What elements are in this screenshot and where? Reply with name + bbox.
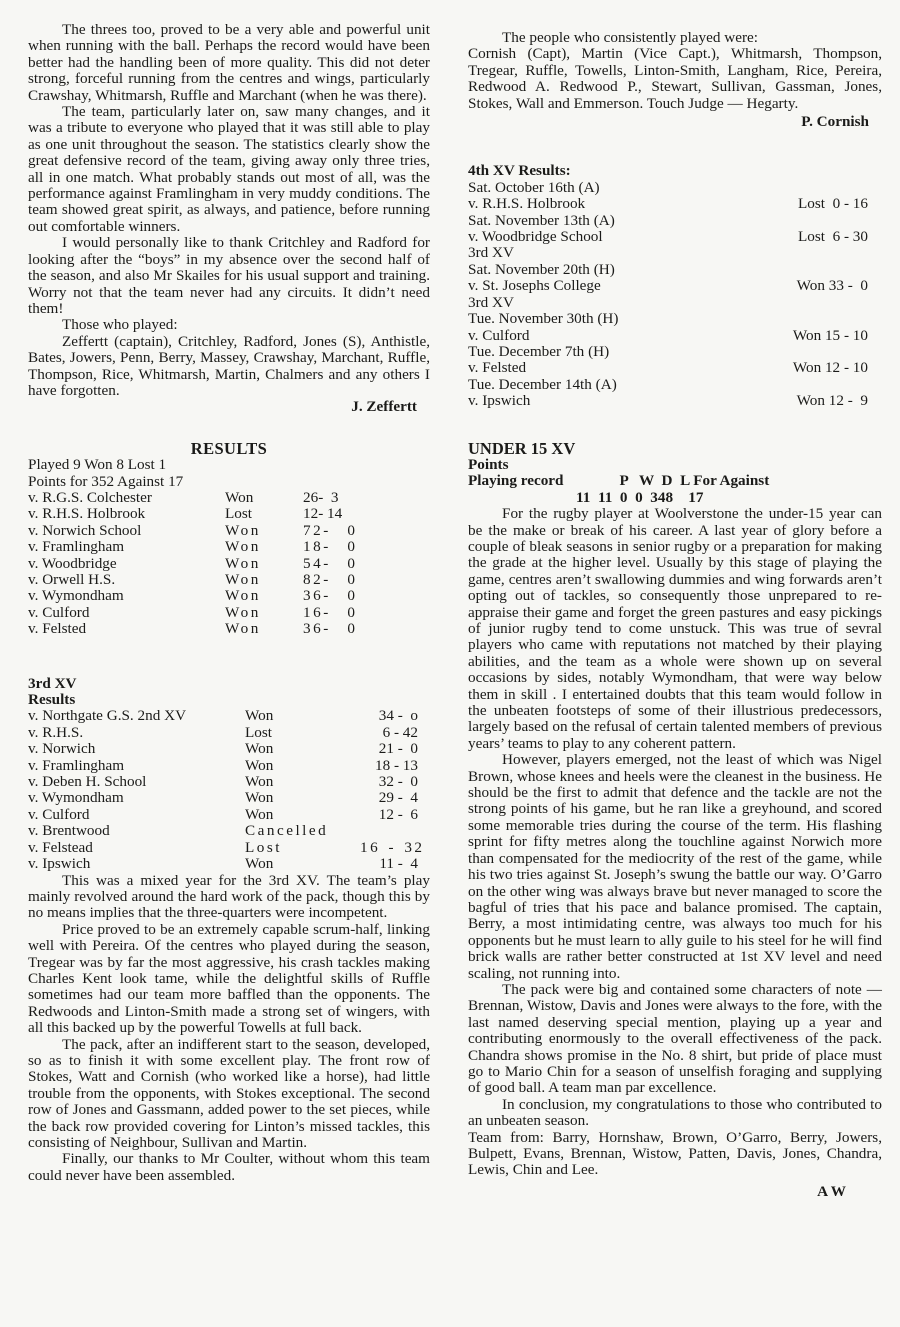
opponent: v. Deben H. School [28,773,147,791]
match-entry [468,262,882,311]
signature-aw: A W [817,1182,846,1200]
paragraph-people-intro: The people who consistently played were: [502,29,758,46]
score: 34 - o [378,707,418,725]
score: 36- 0 [303,587,358,605]
match-result: Lost 0 - 16 [797,195,868,213]
right-column [468,30,882,1200]
opponent: v. R.G.S. Colchester [28,488,152,506]
outcome: Won [225,571,261,588]
score: 29 - 4 [378,789,418,807]
paragraph-under15-pack: The pack were big and contained some characters of note — Brennan, Wistow, Davis and Jones were always to the fore, with the last named deserving special mention, playing up a year and contributing enormously to the overall effectiveness of the pack. Chandra shows promise in the No. 8 shirt, but pride of place must go to Mario Chin for a season of unselfish foraging and supplying of good ball. A team man par excellence. [468,980,882,1097]
outcome: Won [225,587,261,605]
score: 72- 0 [303,521,358,539]
results-table-1st-xv [28,490,430,638]
opponent: v. Felsted [28,620,87,638]
outcome: Won [225,620,261,638]
results-record-line-1: Played 9 Won 8 Lost 1 [28,456,167,474]
those-who-played-label: Those who played: [62,316,178,334]
score: 36- 0 [303,620,358,638]
match-result: Won 15 - 10 [792,326,868,344]
under15-heading: UNDER 15 XV [468,438,576,458]
outcome: Won [245,740,274,758]
fourth-xv-heading: 4th XV Results: [468,162,571,180]
table-row [28,856,430,872]
outcome: Won [225,554,261,572]
outcome: Won [225,538,261,556]
match-entry [468,213,882,262]
signature-cornish: P. Cornish [801,113,869,131]
outcome: Won [245,707,274,725]
table-row [28,725,430,741]
outcome: Cancelled [245,822,329,840]
table-row [28,758,430,774]
opponent: v. Northgate G.S. 2nd XV [28,707,187,725]
table-row [28,506,430,522]
table-row [28,840,430,856]
paragraph-mixed-year: This was a mixed year for the 3rd XV. The team’s play mainly revolved around the hard work of the pack, though this by no means implies that the three-quarters were incompetent. [28,871,430,922]
points-label: Points [468,455,509,473]
opponent: v. Norwich [28,740,96,758]
table-row [28,790,430,806]
outcome: Lost [245,838,283,856]
table-row [28,490,430,506]
results-list-4th-xv [468,180,882,410]
score: 16- 0 [303,603,358,621]
outcome: Won [245,773,274,791]
results-record-line-2: Points for 352 Against 17 [28,472,184,490]
match-result: Won 12 - 9 [796,392,868,410]
playing-record-header [468,473,882,489]
outcome: Won [245,855,274,873]
match-date: Tue. December 14th (A) [468,375,617,393]
third-xv-title: 3rd XV [28,674,77,692]
playing-record-label: Playing record [468,472,564,490]
opponent: v. Culford [468,326,530,344]
outcome: Won [225,521,261,539]
opponent: v. Framlingham [28,538,125,556]
table-row [28,741,430,757]
outcome: Lost [245,723,273,741]
score: 12- 14 [303,505,343,523]
score: 16 - 32 [360,838,425,856]
score: 11 - 4 [379,855,418,873]
opponent: v. Felstead [28,838,93,856]
paragraph-team: The team, particularly later on, saw many changes, and it was a tribute to everyone who played that it was still able to play as one unit throughout the season. The statistics clearly show the great defensive record of the team, giving away only three tries, all in one match. What probably stands out most of all, was the performance against Framlingham in very muddy conditions. The team showed great spirit, as always, and patience, before running out comfortable winners. [28,103,430,235]
match-date: Sat. November 13th (A) [468,211,615,229]
score: 21 - 0 [378,740,418,758]
outcome: Lost [225,505,253,523]
opponent: v. Orwell H.S. [28,571,116,588]
match-result: Lost 6 - 30 [797,228,868,246]
score: 26- 3 [303,488,339,506]
table-row [28,572,430,588]
table-row [28,539,430,555]
paragraph-threes: The threes too, proved to be a very able and powerful unit when running with the ball. Perhaps the record would have been better had the handling been of more quality. This did not deter strong, forceful running from the centres and wings, particularly Crawshay, Whitmarsh, Ruffle and Marchant (when he was there). [28,21,430,104]
opponent: v. Culford [28,805,90,823]
opponent: v. Woodbridge School [468,228,603,246]
score: 18- 0 [303,538,358,556]
opponent: v. Culford [28,603,90,621]
table-row [28,605,430,621]
left-column [28,22,430,1184]
match-date: Sat. November 20th (H) [468,260,615,278]
third-xv-subtitle: Results [28,691,76,709]
results-heading: RESULTS [190,438,268,458]
opponent: v. Ipswich [28,855,91,873]
table-row [28,621,430,637]
score: 54- 0 [303,554,358,572]
score: 6 - 42 [378,723,418,741]
opponent-extra: 3rd XV [468,244,514,262]
table-row [28,708,430,724]
team-from-list: Team from: Barry, Hornshaw, Brown, O’Garro, Berry, Jowers, Bulpett, Evans, Brennan, Wistow, Patten, Davis, Jones, Chandra, Lewis, Chin and Lee. [468,1128,882,1179]
opponent: v. R.H.S. Holbrook [28,505,146,523]
paragraph-under15-intro: For the rugby player at Woolverstone the under-15 year can be the make or break of his career. A last year of glory before a couple of bleak seasons in senior rugby or a preparation for making the grade at the higher level. Usually by this stage of playing the game, centres aren’t swallowing dummies and wing forwards aren’t opting out of tackles, so consequently those unprepared to re-appraise their game and forget the green pastures and easy pickings of junior rugby tend to come unstuck. This was true of sevral players who came with reputations not matched by their playing abilities, and the team as a whole were shown up on several occasions by sides, notably Wymondham, that were way below them in skill . I entertained doubts that this team would follow in the unbeaten footsteps of some of their illustrious predecessors, largely based on the refusal of certain talented members of previous years’ teams to play to any coherent pattern. [468,505,882,752]
paragraph-price: Price proved to be an extremely capable scrum-half, linking well with Pereira. Of the centres who played during the season, Tregear was by far the most aggressive, his crash tackles making Charles Kent look tame, while the delightful skills of Ruffle sometimes had our team more baffled than the opponents. The Redwoods and Linton-Smith made a strong set of wingers, with all this backed up by the powerful Towells at full back. [28,920,430,1037]
table-row [28,523,430,539]
paragraph-under15-conclusion: In conclusion, my congratulations to those who contributed to an unbeaten season. [468,1095,882,1130]
opponent: v. R.H.S. Holbrook [468,195,586,213]
match-date: Tue. November 30th (H) [468,310,619,328]
opponent: v. Framlingham [28,756,125,774]
score: 12 - 6 [378,805,418,823]
signature-zeffertt: J. Zeffertt [351,398,417,416]
paragraph-finally: Finally, our thanks to Mr Coulter, without whom this team could never have been assembled. [28,1150,430,1184]
paragraph-thanks: I would personally like to thank Critchley and Radford for looking after the “boys” in my absence over the second half of the season, and also Mr Skailes for his usual support and training. Worry not that the team never had any circuits. It didn’t need them! [28,234,430,317]
results-table-3rd-xv [28,708,430,872]
opponent: v. Woodbridge [28,554,117,572]
opponent: v. Ipswich [468,392,531,410]
opponent-extra: 3rd XV [468,293,514,311]
opponent: v. Felsted [468,359,527,377]
players-list-consistent: Cornish (Capt), Martin (Vice Capt.), Whitmarsh, Thompson, Tregear, Ruffle, Towells, Linton-Smith, Langham, Rice, Pereira, Redwood A. Redwood P., Stewart, Sullivan, Gassman, Jones, Stokes, Wall and Emmerson. Touch Judge — Hegarty. [468,45,882,112]
opponent: v. Wymondham [28,587,124,605]
score: 82- 0 [303,571,358,588]
playing-record-columns: P W D L For Against [619,472,770,490]
table-row [28,823,430,839]
paragraph-pack: The pack, after an indifferent start to the season, developed, so as to finish it with some excellent play. The front row of Stokes, Watt and Cornish (who worked like a horse), had little trouble from the opponents, with Stokes exceptional. The second row of Jones and Gassmann, added power to the set pieces, while the back row provided covering for Linton’s missed tackles, this consisting of Neighbour, Sullivan and Martin. [28,1035,430,1151]
match-date: Tue. December 7th (H) [468,342,610,360]
opponent: v. Brentwood [28,822,110,840]
outcome: Won [225,488,254,506]
opponent: v. R.H.S. [28,723,84,741]
match-entry [468,311,882,344]
outcome: Won [225,603,261,621]
players-list-1st-xv: Zeffertt (captain), Critchley, Radford, Jones (S), Anthistle, Bates, Jowers, Penn, Berry, Massey, Crawshay, Marchant, Ruffle, Thompson, Rice, Whitmarsh, Martin, Chalmers and any others I have forgotten. [28,332,430,399]
table-row [28,588,430,604]
match-result: Won 33 - 0 [796,277,868,295]
table-row [28,556,430,572]
playing-record-values: 11 11 0 0 348 17 [576,488,704,506]
match-entry [468,344,882,377]
outcome: Won [245,789,274,807]
match-entry [468,180,882,213]
opponent: v. Wymondham [28,789,124,807]
match-result: Won 12 - 10 [792,359,868,377]
outcome: Won [245,756,274,774]
opponent: v. Norwich School [28,521,142,539]
outcome: Won [245,805,274,823]
table-row [28,807,430,823]
score: 18 - 13 [374,756,418,774]
score: 32 - 0 [378,773,418,791]
match-entry [468,377,882,410]
match-date: Sat. October 16th (A) [468,178,600,196]
opponent: v. St. Josephs College [468,277,601,295]
table-row [28,774,430,790]
paragraph-under15-players: However, players emerged, not the least of which was Nigel Brown, whose knees and heels were the cleanest in the business. He should be the first to admit that defence and the tackle are not the strong points of his game, but he ran like a greyhound, and scored some memorable tries during the course of the term. His flashing sprint for fifty metres along the touchline against Norwich more than compensated for the mediocrity of the rest of the game, while his two tries against St. Joseph’s swung the battle our way. O’Garro on the other wing was always brave but never managed to score the bagful of tries that his pace and balance promised. The captain, Berry, a most intimidating centre, was always too much for his opponents but he must learn to ally guile to his steel for he will find brick walls are rather better constructed at 1st XV level and need scaling, not running into. [468,751,882,982]
score [360,823,430,839]
